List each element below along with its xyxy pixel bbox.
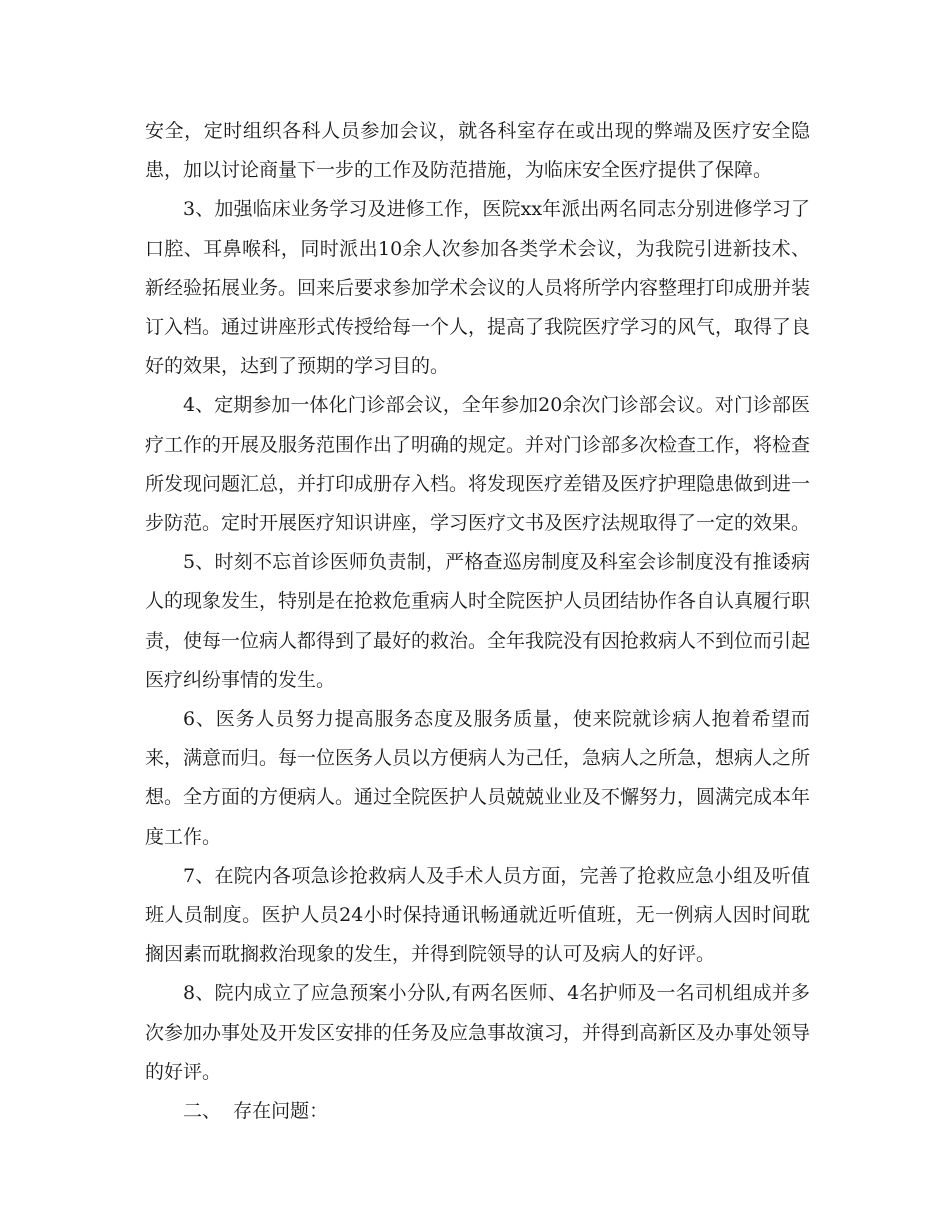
section-heading-issues: 二、 存在问题： [183, 1100, 329, 1123]
paragraph-item-3: 3、加强临床业务学习及进修工作，医院xx年派出两名同志分别进修学习了口腔、耳鼻喉科，同时派出10余人次参加各类学术会议，为我院引进新技术、新经验拓展业务。回来后要求参加学术会议的人员将所学内容整理打印成册并装订入档。通过讲座形式传授给每一个人，提高了我院医疗学习的风气，取得了良好的效果，达到了预期的学习目的。 [145, 198, 811, 378]
paragraph-item-5: 5、时刻不忘首诊医师负责制，严格查巡房制度及科室会诊制度没有推诿病人的现象发生，特别是在抢救危重病人时全院医护人员团结协作各自认真履行职责，使每一位病人都得到了最好的救治。全年我院没有因抢救病人不到位而引起医疗纠纷事情的发生。 [145, 551, 811, 691]
paragraph-item-8: 8、院内成立了应急预案小分队,有两名医师、4名护师及一名司机组成并多次参加办事处及开发区安排的任务及应急事故演习，并得到高新区及办事处领导的好评。 [145, 982, 811, 1083]
paragraph-item-6: 6、医务人员努力提高服务态度及服务质量，使来院就诊病人抱着希望而来，满意而归。每一位医务人员以方便病人为己任，急病人之所急，想病人之所想。全方面的方便病人。通过全院医护人员兢兢业业及不懈努力，圆满完成本年度工作。 [145, 708, 811, 848]
paragraph-item-7: 7、在院内各项急诊抢救病人及手术人员方面，完善了抢救应急小组及听值班人员制度。医护人员24小时保持通讯畅通就近听值班，无一例病人因时间耽搁因素而耽搁救治现象的发生，并得到院领导的认可及病人的好评。 [145, 864, 810, 966]
document-body [145, 112, 810, 1131]
paragraph-item-4: 4、定期参加一体化门诊部会议，全年参加20余次门诊部会议。对门诊部医疗工作的开展及服务范围作出了明确的规定。并对门诊部多次检查工作，将检查所发现问题汇总，并打印成册存入档。将发现医疗差错及医疗护理隐患做到进一步防范。定时开展医疗知识讲座，学习医疗文书及医疗法规取得了一定的效果。 [145, 394, 811, 535]
paragraph-continuation: 安全，定时组织各科人员参加会议，就各科室存在或出现的弊端及医疗安全隐患，加以讨论商量下一步的工作及防范措施，为临床安全医疗提供了保障。 [145, 120, 810, 182]
